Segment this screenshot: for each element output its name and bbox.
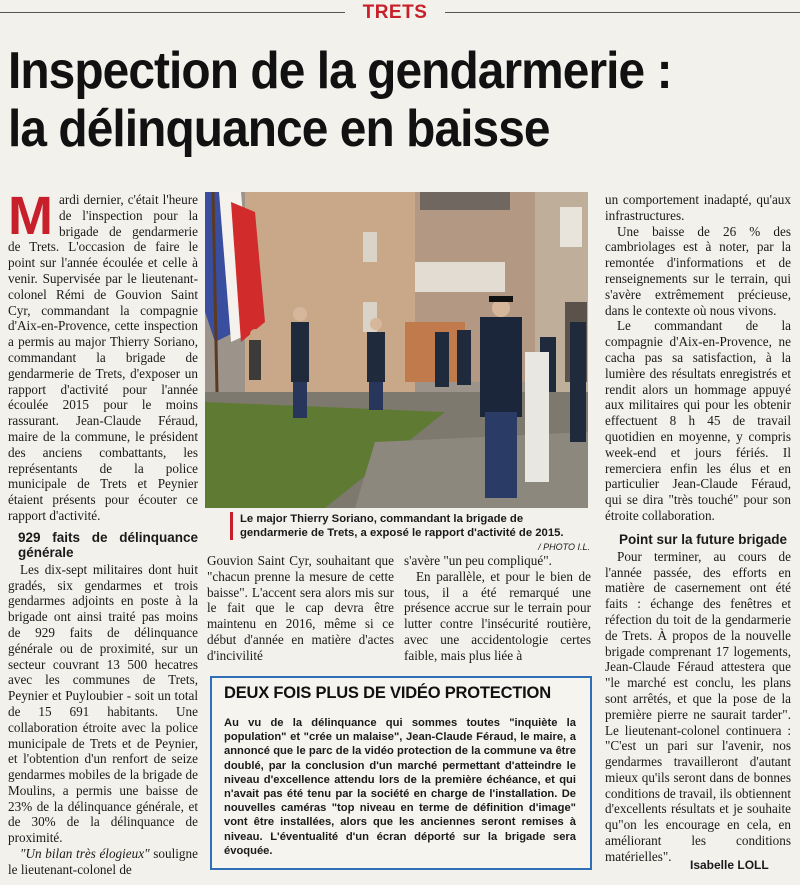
byline: Isabelle LOLL xyxy=(690,858,769,872)
column-4-p1: un comportement inadapté, qu'aux infrastructures. xyxy=(605,192,791,223)
headline-line-1: Inspection de la gendarmerie : xyxy=(8,42,672,100)
section-label: TRETS xyxy=(362,2,428,23)
subhead-929-faits: 929 faits de délinquance générale xyxy=(18,529,198,560)
ceremony-photo-image xyxy=(205,192,588,508)
photo-caption xyxy=(230,512,590,554)
photo-credit: / PHOTO I.L. xyxy=(538,542,590,552)
subhead-future-brigade: Point sur la future brigade xyxy=(619,531,788,547)
column-4 xyxy=(605,192,791,865)
column-4-p2: Une baisse de 26 % des cambriolages est à noter, par la remontée d'informations et de renseignements sur le terrain, qui s'avère extrêmement précieuse, dans le contexte où nous vivons. xyxy=(605,223,791,318)
dropcap: M xyxy=(8,186,53,246)
column-2-text: Gouvion Saint Cyr, souhaitant que "chacun prenne la mesure de cette baisse". L'accent sera alors mis sur le fait que le cap devra être maintenu en 2016, même si ce début d'année en matière d'actes d'incivilité xyxy=(207,553,394,663)
column-3 xyxy=(404,553,591,664)
photo-ceremony xyxy=(205,192,588,508)
headline-line-2: la délinquance en baisse xyxy=(8,100,550,158)
box-text: Au vu de la délinquance qui sommes toutes "inquiète la population" et "crée un malaise", Jean-Claude Féraud, le maire, a annoncé que le parc de la vidéo protection de la commune va être doublé, par la conclusion d'un marché permettant d'atteindre le niveau d'excellence attendu lors de la première échéance, et qui n'avait pas été tenu par la société en charge de l'installation. De nouvelles caméras "top niveau en terme de définition d'image" vont être installées, alors que les anciennes seront remises à niveau. L'éventualité d'un écran déporté sur la brigade sera évoquée. xyxy=(224,717,576,857)
headline xyxy=(8,42,726,158)
column-2 xyxy=(207,553,394,664)
caption-text: Le major Thierry Soriano, commandant la brigade de gendarmerie de Trets, a exposé le rapport d'activité de 2015. xyxy=(240,513,564,539)
box-title: DEUX FOIS PLUS DE VIDÉO PROTECTION xyxy=(224,684,551,702)
column-4-p3: Le commandant de la compagnie d'Aix-en-Provence, ne cacha pas sa satisfaction, à la lumière des résultats enregistrés et rendit alors un hommage appuyé aux militaires qui pour les obtenir effectuent 8 h 45 de travail quotidien en moyenne, y compris week-end et jours fériés. Il remerciera enfin les élus et en particulier Jean-Claude Féraud, qui se dira "très touché" pour son étroite collaboration. xyxy=(605,318,791,523)
column-3-p1: s'avère "un peu compliqué". xyxy=(404,553,552,568)
intro-paragraph: ardi dernier, c'était l'heure de l'inspection pour la brigade de gendarmerie de Trets. L'occasion de faire le point sur l'année écoulée et celle à venir. Supervisée par le lieutenant-colonel Rémi de Gouvion Saint Cyr, commandant la compagnie d'Aix-en-Provence, cette inspection a permis au major Thierry Soriano, commandant la brigade de gendarmerie de Trets, d'exposer un rapport d'activité pour l'année écoulée 2015 pour le moins rassurant. Jean-Claude Féraud, maire de la commune, le président des anciens combattants, les représentants de la police municipale de Trets et Peynier étaient présents pour écouter ce rapport d'activité. xyxy=(8,192,198,523)
body-paragraph-1: Les dix-sept militaires dont huit gradés, six gendarmes et trois gendarmes adjoints en poste à la brigade ont ainsi traité pas moins de 929 faits de délinquance générale ou de proximité, sur un secteur couvrant 13 500 hecatres avec les communes de Trets, Peynier et Puyloubier - soit un total de 15 691 habitants. Une collaboration étroite avec la police municipale de Trets et de Peynier, et l'obtention d'un renfort de seize gendarmes mobiles de la brigade de Moulins, a permis une baisse de 23% de la délinquance générale, et de 30% de la délinquance de proximité. xyxy=(8,561,198,846)
body-paragraph-1-end: souligne le lieutenant-colonel de xyxy=(8,846,198,877)
column-3-p2: En parallèle, et pour le bien de tous, il a été remarqué une présence accrue sur le terrain pour lutter contre l'insécurité routière, avec une accidentologie certes faible, mais plus liée à xyxy=(404,568,591,663)
top-rule-right xyxy=(445,12,800,13)
column-4-p4: Pour terminer, au cours de l'année passée, des efforts en matière de casernement ont été faits : échange des fenêtres et réfection du toit de la gendarmerie de Trets. À propos de la nouvelle brigade comprenant 17 logements, Jean-Claude Féraud attestera que "le marché est conclu, les plans sont arrêtés, et que la pose de la première pierre ne saurait tarder". Le lieutenant-colonel continuera : "C'est un pari sur l'avenir, nos gendarmes travailleront d'autant mieux qu'ils seront dans de bonnes conditions de travail, ils obtiennent d'excellents résultats et je souhaite qu"on les encourage en cela, en améliorant les conditions matérielles". xyxy=(605,548,791,864)
quote-bilan: "Un bilan très élogieux" xyxy=(20,846,150,862)
column-1 xyxy=(8,186,198,882)
video-protection-box xyxy=(210,676,592,870)
top-rule-left xyxy=(0,12,345,13)
